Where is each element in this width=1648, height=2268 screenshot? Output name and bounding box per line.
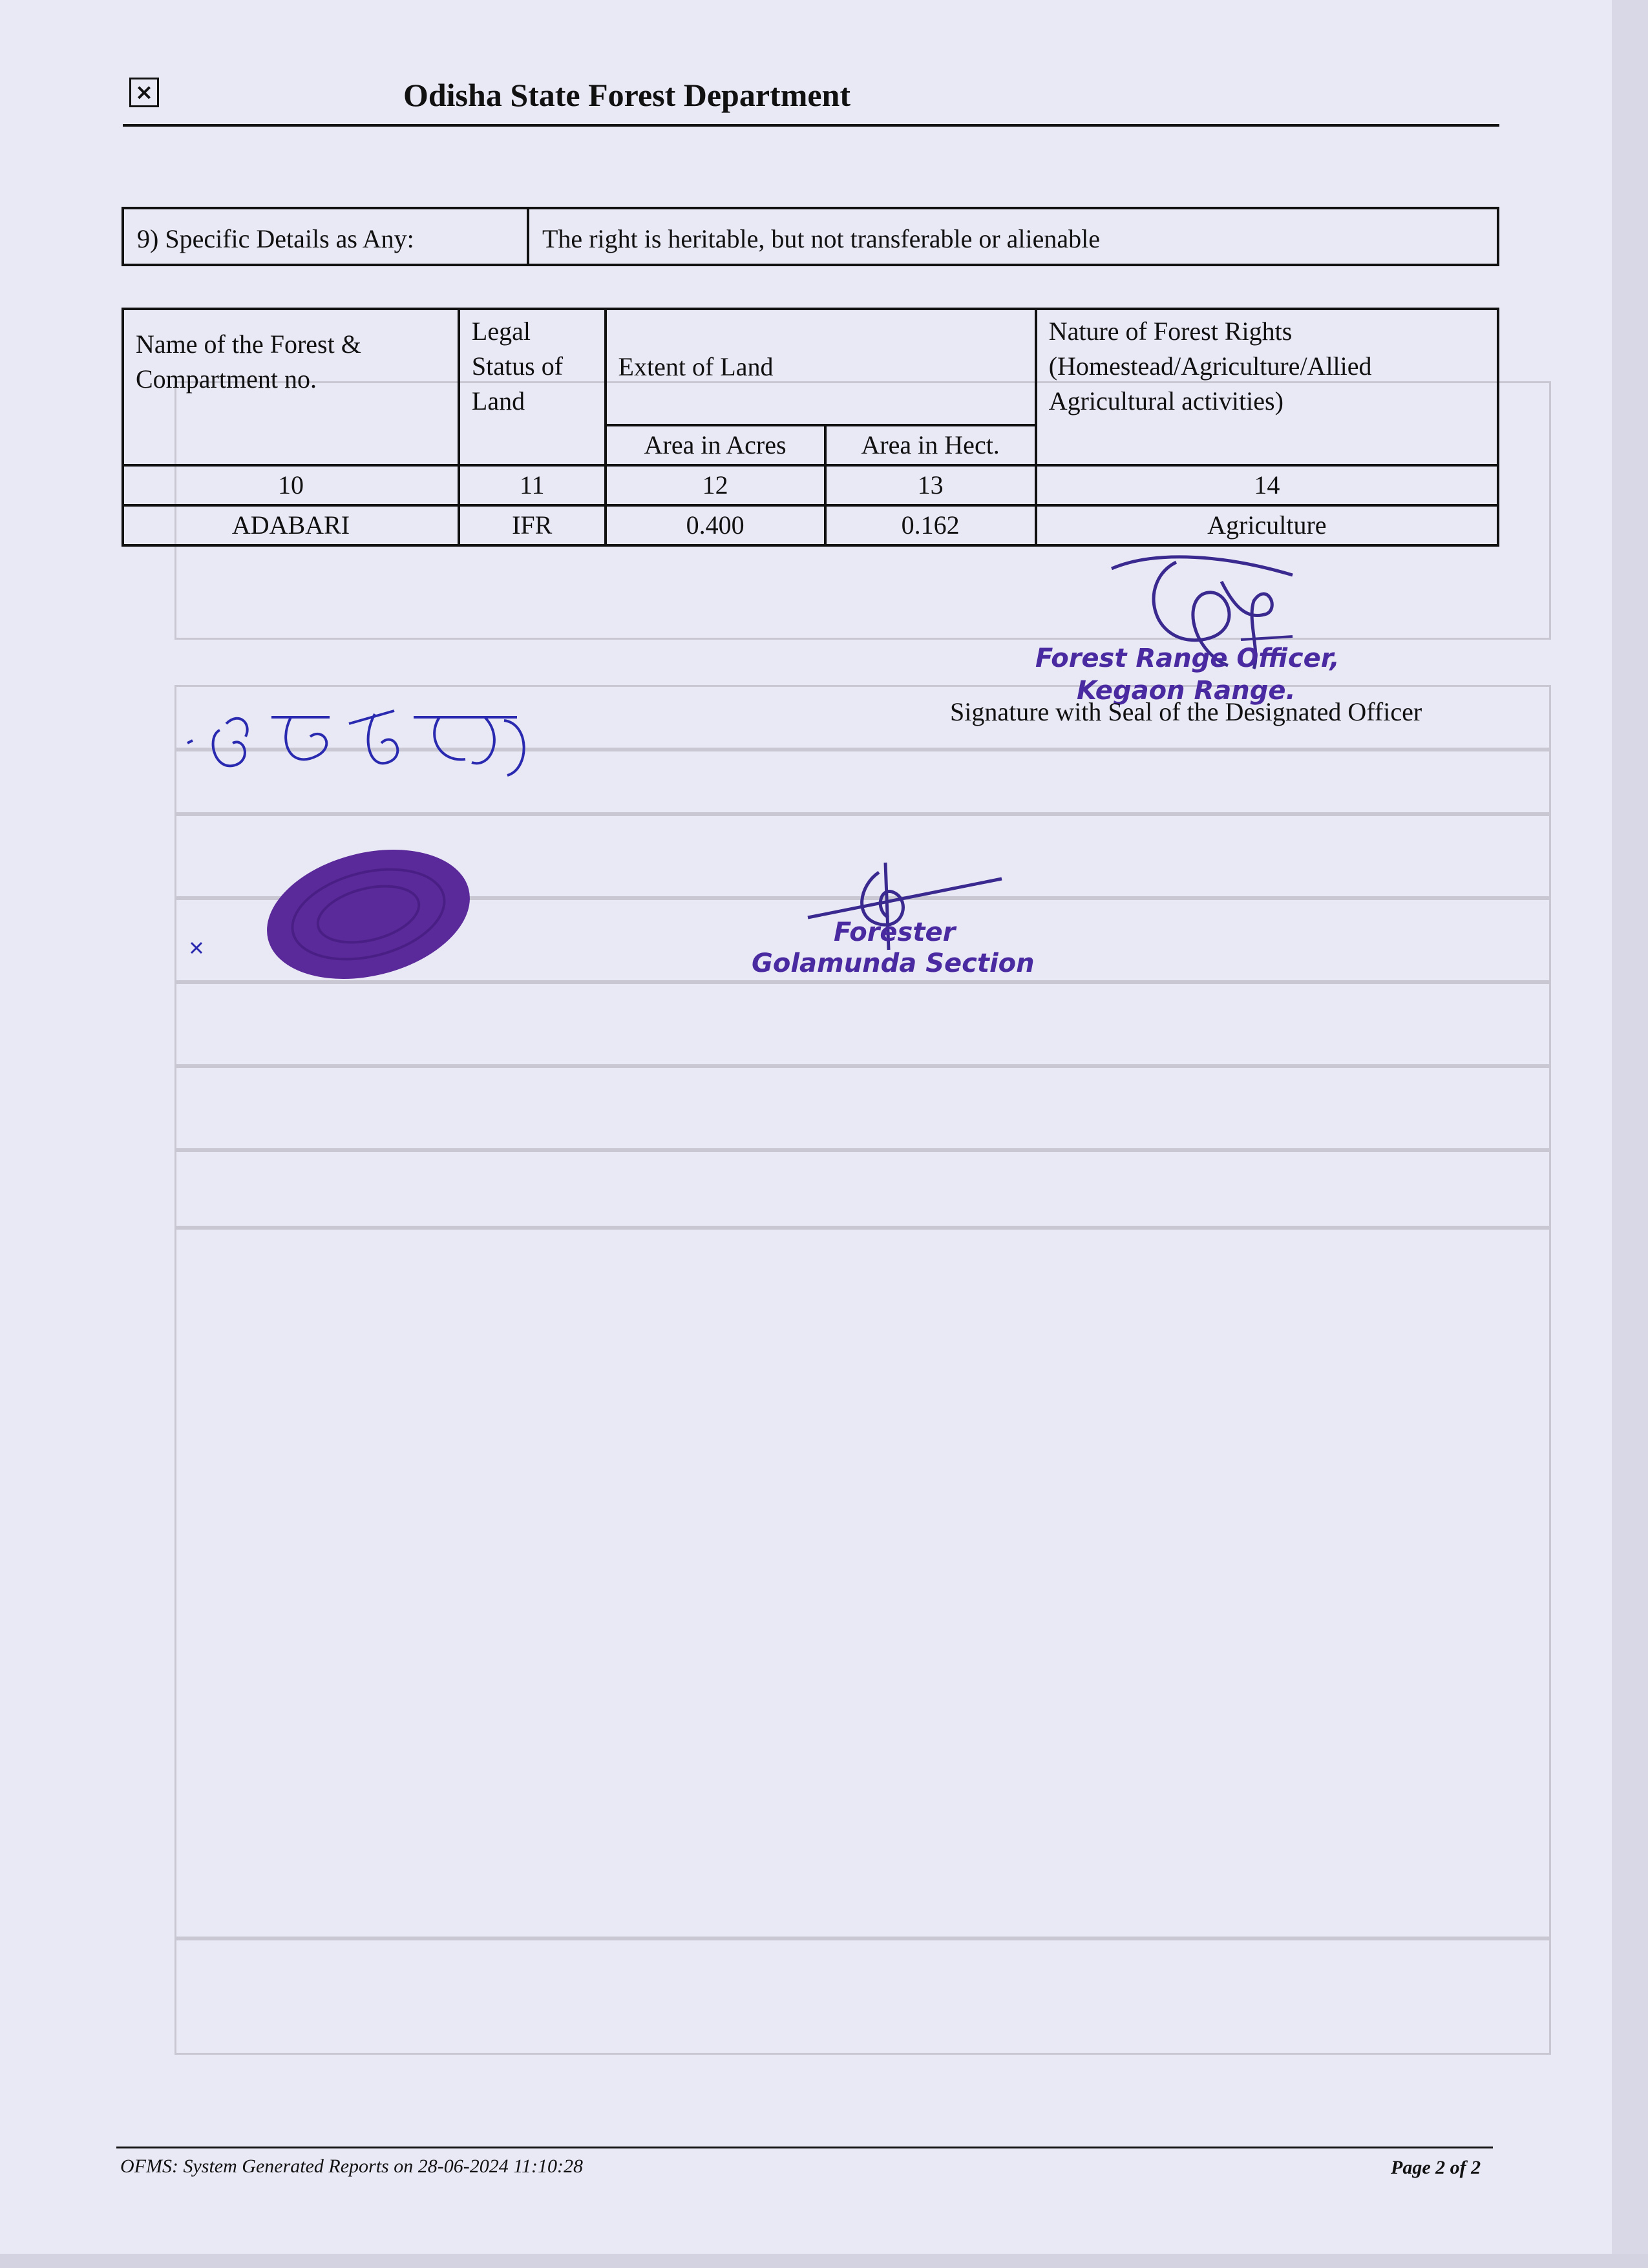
table-row bbox=[123, 505, 1498, 545]
specific-details-label: 9) Specific Details as Any: bbox=[124, 209, 529, 264]
specific-details-row bbox=[121, 207, 1499, 266]
header-legal-status: Legal Status of Land bbox=[459, 309, 606, 465]
cell-forest-name: ADABARI bbox=[123, 505, 459, 545]
cell-area-acres: 0.400 bbox=[606, 505, 825, 545]
column-number-row bbox=[123, 465, 1498, 505]
cell-legal-status: IFR bbox=[459, 505, 606, 545]
mark-x-icon bbox=[189, 940, 204, 956]
column-number: 14 bbox=[1036, 465, 1498, 505]
thumbprint bbox=[259, 840, 478, 989]
footer-divider bbox=[116, 2147, 1493, 2148]
page-title: Odisha State Forest Department bbox=[403, 77, 851, 113]
cell-nature: Agriculture bbox=[1036, 505, 1498, 545]
header-area-acres: Area in Acres bbox=[606, 425, 825, 465]
cell-area-hect: 0.162 bbox=[825, 505, 1036, 545]
column-number: 11 bbox=[459, 465, 606, 505]
header-extent-of-land: Extent of Land bbox=[606, 309, 1036, 425]
footer-generated-note: OFMS: System Generated Reports on 28-06-2024 11:10:28 bbox=[120, 2156, 583, 2177]
column-number: 12 bbox=[606, 465, 825, 505]
forest-rights-table bbox=[121, 308, 1499, 547]
close-icon[interactable]: × bbox=[129, 78, 159, 107]
forester-stamp-line2: Golamunda Section bbox=[752, 949, 1035, 978]
header-area-hect: Area in Hect. bbox=[825, 425, 1036, 465]
column-number: 13 bbox=[825, 465, 1036, 505]
specific-details-value: The right is heritable, but not transferable or alienable bbox=[542, 224, 1101, 253]
holder-handwritten-signature bbox=[181, 698, 543, 788]
column-number: 10 bbox=[123, 465, 459, 505]
header-nature-of-rights: Nature of Forest Rights (Homestead/Agriculture/Allied Agricultural activities) bbox=[1036, 309, 1498, 465]
forester-signature bbox=[808, 859, 1015, 963]
designated-officer-caption: Signature with Seal of the Designated Officer bbox=[950, 697, 1422, 726]
page-number: Page 2 of 2 bbox=[1391, 2157, 1481, 2178]
header-divider bbox=[123, 124, 1499, 127]
range-officer-stamp-line2: Kegaon Range. bbox=[1077, 676, 1296, 706]
range-officer-stamp-line1: Forest Range Officer, bbox=[1035, 644, 1340, 673]
table-header-row bbox=[123, 309, 1498, 425]
paper-bottom-edge bbox=[0, 2254, 1648, 2268]
paper-edge bbox=[1612, 0, 1648, 2268]
header-forest-name: Name of the Forest & Compartment no. bbox=[123, 309, 459, 465]
forester-stamp-line1: Forester bbox=[834, 918, 956, 947]
